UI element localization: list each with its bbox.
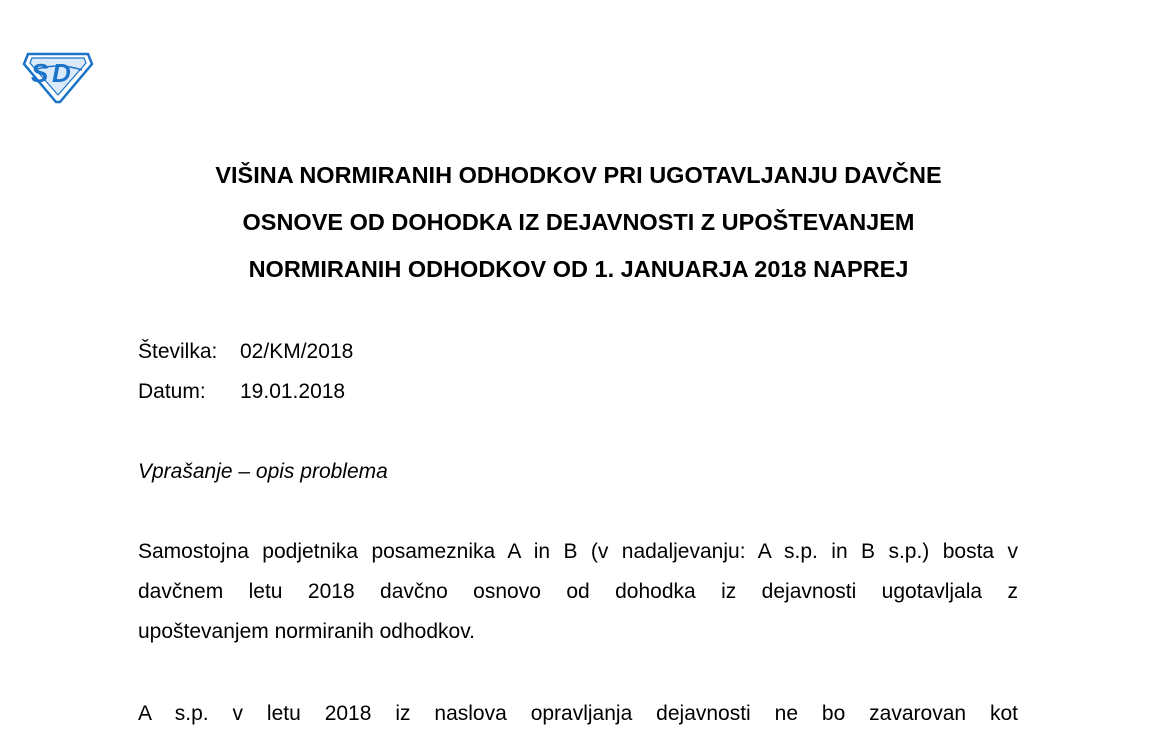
sd-shield-logo-icon bbox=[22, 48, 94, 104]
company-logo bbox=[22, 48, 94, 104]
number-value: 02/KM/2018 bbox=[240, 340, 354, 363]
document-meta bbox=[138, 338, 353, 418]
svg-text:D: D bbox=[52, 58, 71, 88]
number-label: Številka: bbox=[138, 340, 218, 363]
paragraph-line: upoštevanjem normiranih odhodkov. bbox=[138, 620, 475, 643]
document-title bbox=[100, 152, 1057, 293]
svg-text:S: S bbox=[31, 58, 49, 88]
number-row bbox=[138, 338, 353, 378]
title-line: NORMIRANIH ODHODKOV OD 1. JANUARJA 2018 NAPREJ bbox=[248, 256, 909, 282]
section-heading: Vprašanje – opis problema bbox=[138, 460, 388, 483]
paragraph-line: Samostojna podjetnika posameznika A in B (v nadaljevanju: A s.p. in B s.p.) bosta v bbox=[138, 540, 1018, 563]
title-line: VIŠINA NORMIRANIH ODHODKOV PRI UGOTAVLJANJU DAVČNE bbox=[215, 162, 942, 188]
title-line: OSNOVE OD DOHODKA IZ DEJAVNOSTI Z UPOŠTEVANJEM bbox=[242, 209, 915, 235]
paragraph-2 bbox=[138, 700, 1018, 740]
date-value: 19.01.2018 bbox=[240, 380, 346, 403]
paragraph-line: davčnem letu 2018 davčno osnovo od dohodka iz dejavnosti ugotavljala z bbox=[138, 580, 1018, 603]
paragraph-line: A s.p. v letu 2018 iz naslova opravljanja dejavnosti ne bo zavarovan kot bbox=[138, 702, 1018, 725]
date-row bbox=[138, 378, 353, 418]
paragraph-1 bbox=[138, 538, 1018, 658]
date-label: Datum: bbox=[138, 380, 206, 403]
